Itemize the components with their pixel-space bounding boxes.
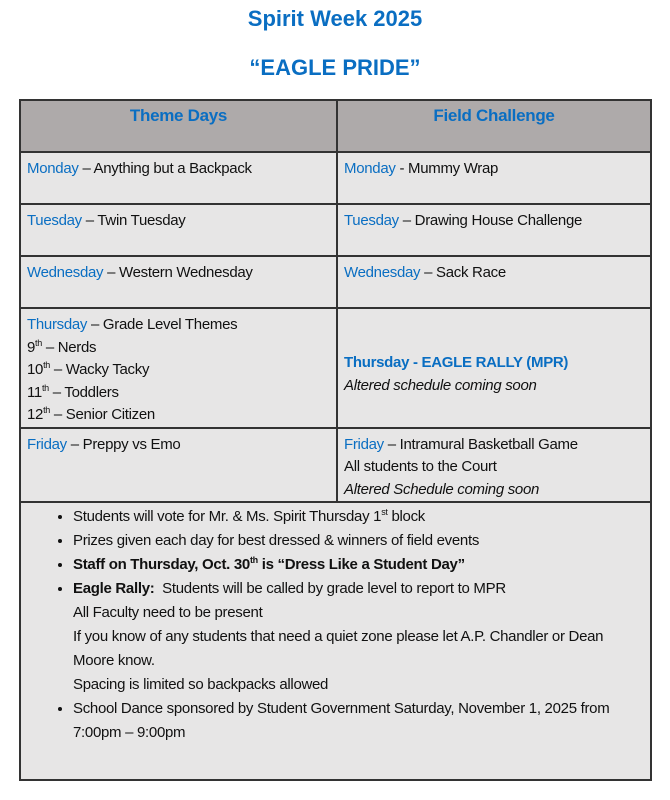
field-cell [337, 256, 651, 308]
theme-cell [20, 152, 337, 204]
notes-row [20, 502, 651, 780]
day-label: Wednesday [344, 264, 421, 281]
field-line: All students to the Court [344, 458, 497, 475]
theme-text: – Preppy vs Emo [66, 435, 181, 453]
header-theme-days: Theme Days [20, 100, 337, 152]
theme-cell [20, 428, 337, 503]
grade-theme: 11th – Toddlers [27, 382, 119, 401]
field-cell [337, 308, 651, 428]
field-note: Altered schedule coming soon [344, 376, 537, 394]
field-note: Altered Schedule coming soon [344, 480, 540, 498]
day-label: Tuesday [27, 212, 82, 229]
day-label: Monday [27, 160, 79, 177]
day-label: Friday [27, 435, 67, 453]
note-item: • School Dance sponsored by Student Government Saturday, November 1, 2025 from 7:00pm – 9:00pm [73, 697, 644, 745]
day-label: Thursday [27, 316, 88, 333]
theme-text: – Western Wednesday [103, 264, 253, 281]
page-title: Spirit Week 2025 [247, 6, 423, 31]
note-item: • Students will vote for Mr. & Ms. Spirit Thursday 1st block [73, 505, 644, 529]
eagle-rally-label: Thursday - EAGLE RALLY (MPR) [344, 354, 569, 372]
page-subtitle: “EAGLE PRIDE” [249, 55, 421, 80]
field-text: – Intramural Basketball Game [383, 435, 578, 453]
field-text: - Mummy Wrap [395, 160, 499, 177]
day-label: Tuesday [344, 212, 399, 229]
day-label: Wednesday [27, 264, 104, 281]
field-cell [337, 152, 651, 204]
note-item: • Eagle Rally: Students will be called by grade level to report to MPR All Faculty need to be present If you know of any students that need a quiet zone please let A.P. Chandler or Dean Moore know. Spacing is limited so backpacks allowed [73, 577, 644, 697]
field-cell [337, 428, 651, 503]
table-row [20, 256, 651, 308]
table-row-friday [20, 428, 651, 503]
note-item: • Staff on Thursday, Oct. 30th is “Dress Like a Student Day” [73, 553, 644, 577]
grade-theme: 12th – Senior Citizen [27, 405, 155, 423]
field-text: – Sack Race [420, 264, 506, 281]
spirit-week-table [19, 99, 652, 781]
day-label: Friday [344, 435, 384, 453]
theme-cell [20, 256, 337, 308]
theme-text: – Anything but a Backpack [78, 160, 252, 177]
table-row-thursday [20, 308, 651, 428]
note-item: • Prizes given each day for best dressed & winners of field events [73, 529, 644, 553]
grade-theme: 10th – Wacky Tacky [27, 360, 150, 378]
table-row [20, 204, 651, 256]
grade-theme: 9th – Nerds [27, 337, 97, 356]
table-header-row [20, 100, 651, 152]
theme-text: – Twin Tuesday [81, 212, 186, 229]
table-row [20, 152, 651, 204]
notes-cell [20, 502, 651, 780]
day-label: Monday [344, 160, 396, 177]
theme-cell [20, 308, 337, 428]
field-text: – Drawing House Challenge [398, 212, 583, 229]
notes-list [27, 505, 644, 745]
header-field-challenge: Field Challenge [337, 100, 651, 152]
field-cell [337, 204, 651, 256]
theme-cell [20, 204, 337, 256]
theme-text: – Grade Level Themes [87, 316, 238, 333]
